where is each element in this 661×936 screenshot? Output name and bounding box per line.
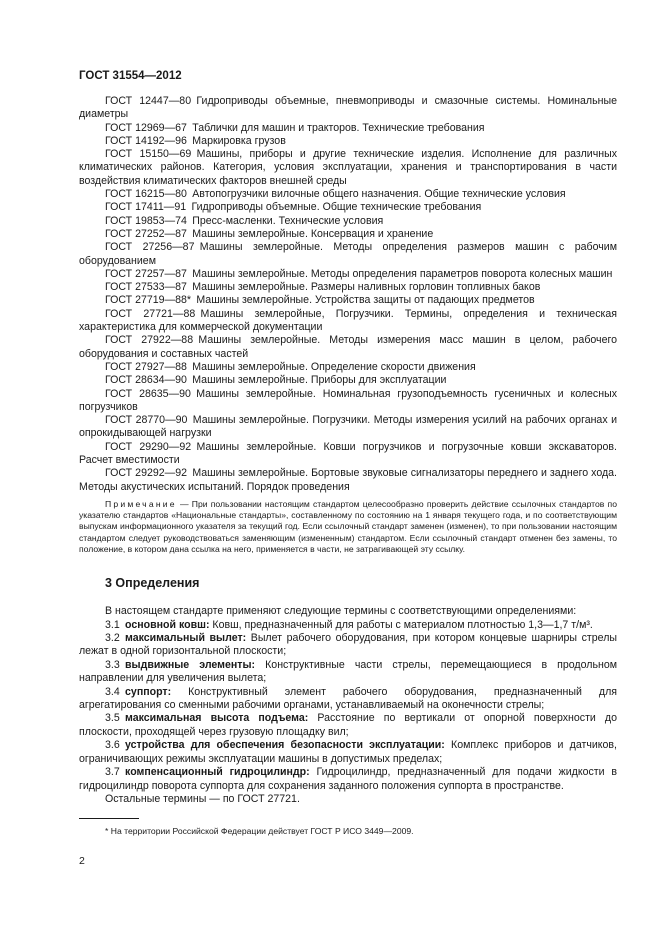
reference-item xyxy=(79,374,617,387)
footnote: * На территории Российской Федерации действует ГОСТ Р ИСО 3449—2009. xyxy=(105,826,414,836)
reference-code: ГОСТ 27922—88 xyxy=(105,334,194,347)
reference-title: Машины землеройные. Методы определения размеров машин с рабочим оборудованием xyxy=(79,241,617,267)
definition-item xyxy=(79,739,617,766)
definition-number: 3.4 xyxy=(105,685,120,698)
document-body xyxy=(79,95,617,806)
reference-item xyxy=(79,281,617,294)
reference-code: ГОСТ 28770—90 xyxy=(105,414,188,427)
reference-code: ГОСТ 27721—88 xyxy=(105,307,196,320)
definition-number: 3.6 xyxy=(105,739,120,752)
reference-item xyxy=(79,308,617,335)
reference-code: ГОСТ 15150—69 xyxy=(105,148,192,161)
reference-title: Таблички для машин и тракторов. Технические требования xyxy=(192,121,485,134)
reference-code: ГОСТ 28635—90 xyxy=(105,387,191,400)
reference-title: Гидроприводы объемные. Общие технические требования xyxy=(191,201,482,214)
reference-item xyxy=(79,228,617,241)
note-text: — При пользовании настоящим стандартом целесообразно проверить действие ссылочных стандартов по указателю стандартов «Национальные стандарты», составленному по состоянию на 1 января текущего года, и по соответствующим выпускам информационного указателя за текущий год. Если ссылочный стандарт заменен (изменен), то при пользовании настоящим стандартом следует руководствоваться заменяющим (измененным) стандартом. Если ссылочный стандарт отменен без замены, то положение, в котором дана ссылка на него, применяется в части, не затрагивающей эту ссылку. xyxy=(79,498,617,554)
definition-number: 3.1 xyxy=(105,618,120,631)
reference-code: ГОСТ 29292—92 xyxy=(105,467,188,480)
reference-item xyxy=(79,188,617,201)
reference-code: ГОСТ 27533—87 xyxy=(105,281,187,294)
definition-term: основной ковш: xyxy=(125,618,210,631)
section-title: 3 Определения xyxy=(105,575,200,590)
reference-item xyxy=(79,467,617,494)
note xyxy=(79,499,617,555)
reference-code: ГОСТ 16215—80 xyxy=(105,188,187,201)
definition-text: Расстояние по вертикали от опорной поверхности до плоскости, проходящей через грузовую площадку вил; xyxy=(79,712,617,738)
reference-title: Машины землеройные. Методы измерения масс машин в целом, рабочего оборудования и составных частей xyxy=(79,334,617,360)
reference-code: ГОСТ 27257—87 xyxy=(105,267,187,280)
reference-item xyxy=(79,95,617,122)
reference-code: ГОСТ 17411—91 xyxy=(105,201,187,214)
definition-number: 3.5 xyxy=(105,712,120,725)
definition-item xyxy=(79,632,617,659)
definition-term: компенсационный гидроцилиндр: xyxy=(125,766,310,779)
definition-item xyxy=(79,686,617,713)
reference-title: Машины землеройные. Приборы для эксплуатации xyxy=(192,374,447,387)
reference-item xyxy=(79,441,617,468)
reference-item xyxy=(79,334,617,361)
reference-code: ГОСТ 27256—87 xyxy=(105,241,195,254)
reference-title: Машины землеройные. Размеры наливных горловин топливных баков xyxy=(192,281,541,294)
reference-title: Машины землеройные. Ковши погрузчиков и погрузочные ковши экскаваторов. Расчет вместимости xyxy=(79,440,617,467)
reference-item xyxy=(79,148,617,188)
reference-title: Машины землеройные. Устройства защиты от падающих предметов xyxy=(196,294,535,307)
reference-item xyxy=(79,268,617,281)
definition-number: 3.3 xyxy=(105,658,120,671)
reference-title: Машины землеройные. Методы определения параметров поворота колесных машин xyxy=(192,267,613,280)
reference-code: ГОСТ 27927—88 xyxy=(105,360,187,373)
reference-code: ГОСТ 27719—88* xyxy=(105,294,192,307)
reference-title: Машины землеройные. Погрузчики. Методы измерения усилий на рабочих органах и опрокидывающей нагрузки xyxy=(79,414,617,440)
reference-code: ГОСТ 29290—92 xyxy=(105,440,192,453)
reference-item xyxy=(79,122,617,135)
definition-text: Комплекс приборов и датчиков, ограничивающих режимы эксплуатации машины в допустимых пределах; xyxy=(79,739,617,765)
definition-term: максимальная высота подъема: xyxy=(125,712,309,725)
page-number: 2 xyxy=(79,855,85,867)
reference-code: ГОСТ 12447—80 xyxy=(105,95,192,107)
definition-item xyxy=(79,766,617,793)
reference-code: ГОСТ 27252—87 xyxy=(105,227,187,240)
definition-number: 3.2 xyxy=(105,632,120,645)
section-intro: В настоящем стандарте применяют следующие термины с соответствующими определениями: xyxy=(105,605,577,618)
reference-title: Машины землеройные. Бортовые звуковые сигнализаторы переднего и заднего хода. Методы акустических испытаний. Порядок проведения xyxy=(79,467,617,493)
definition-term: суппорт: xyxy=(125,685,172,698)
document-header: ГОСТ 31554—2012 xyxy=(79,70,182,82)
reference-item xyxy=(79,241,617,268)
definition-text: Вылет рабочего оборудования, при котором концевые шарниры стрелы лежат в одной горизонтальной плоскости; xyxy=(79,632,617,658)
reference-title: Автопогрузчики вилочные общего назначения. Общие технические условия xyxy=(192,188,566,201)
reference-title: Машины землеройные. Номинальная грузоподъемность гусеничных и колесных погрузчиков xyxy=(79,387,617,413)
references-list xyxy=(79,95,617,494)
reference-item xyxy=(79,294,617,307)
section-closing: Остальные термины — по ГОСТ 27721. xyxy=(105,792,300,805)
reference-item xyxy=(79,414,617,441)
definition-item xyxy=(79,659,617,686)
reference-item xyxy=(79,201,617,214)
definition-text: Конструктивные части стрелы, перемещающиеся в продольном направлении для увеличения вылета; xyxy=(79,658,617,685)
reference-title: Машины землеройные, Погрузчики. Термины, определения и техническая характеристика для коммерческой документации xyxy=(79,307,617,334)
reference-title: Гидроприводы объемные, пневмоприводы и смазочные системы. Номинальные диаметры xyxy=(79,95,617,121)
definitions-list xyxy=(79,619,617,793)
reference-code: ГОСТ 14192—96 xyxy=(105,134,187,147)
reference-title: Машины землеройные. Определение скорости движения xyxy=(192,360,476,373)
definition-item xyxy=(79,619,617,632)
reference-item xyxy=(79,361,617,374)
definition-text: Гидроцилиндр, предназначенный для подачи жидкости в гидроцилиндр поворота суппорта для сохранения заданного положения суппорта в пространстве. xyxy=(79,766,618,792)
reference-item xyxy=(79,388,617,415)
reference-title: Маркировка грузов xyxy=(192,134,286,147)
definition-term: максимальный вылет: xyxy=(125,632,247,645)
definition-text: Ковш, предназначенный для работы с материалом плотностью 1,3—1,7 т/м³. xyxy=(212,618,593,631)
definition-term: выдвижные элементы: xyxy=(125,658,256,671)
footnote-divider xyxy=(79,818,139,819)
definition-item xyxy=(79,712,617,739)
reference-code: ГОСТ 28634—90 xyxy=(105,374,187,387)
note-label: Примечание xyxy=(105,498,177,509)
reference-item xyxy=(79,135,617,148)
definition-number: 3.7 xyxy=(105,766,120,779)
reference-title: Машины землеройные. Консервация и хранение xyxy=(192,227,434,240)
reference-title: Пресс-масленки. Технические условия xyxy=(192,214,384,227)
reference-code: ГОСТ 19853—74 xyxy=(105,214,187,227)
reference-title: Машины, приборы и другие технические изделия. Исполнение для различных климатических районов. Категория, условия эксплуатации, хранения и транспортирования в части воздействия климатических факторов внешней среды xyxy=(79,148,617,187)
definition-term: устройства для обеспечения безопасности эксплуатации: xyxy=(125,739,445,752)
reference-item xyxy=(79,215,617,228)
reference-code: ГОСТ 12969—67 xyxy=(105,121,187,134)
definition-text: Конструктивный элемент рабочего оборудования, предназначенный для агрегатирования со сменными рабочими органами, устанавливаемый на оконечности стрелы; xyxy=(79,685,618,712)
